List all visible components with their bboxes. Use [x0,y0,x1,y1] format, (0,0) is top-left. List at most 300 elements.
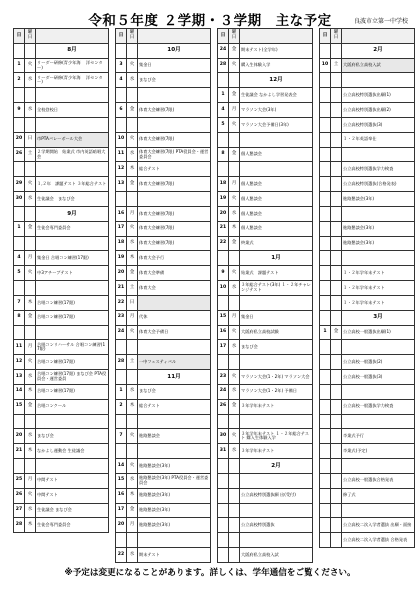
event-cell: 購入生体験入学 [240,58,313,73]
schedule-row [320,370,415,385]
day-cell: 24 [218,384,229,399]
day-cell: 18 [218,177,229,192]
event-cell: 修了式 [342,488,415,503]
weekday-cell: 月 [25,473,36,488]
day-cell: 21 [218,221,229,236]
header-event [342,29,415,44]
schedule-row [320,206,415,221]
month-weekday-cell [331,310,342,325]
schedule-row [218,444,313,459]
day-cell: 17 [116,503,127,518]
schedule-row [218,295,313,310]
day-cell: 23 [218,370,229,385]
weekday-cell [25,236,36,251]
weekday-cell [25,325,36,340]
day-cell: 7 [116,429,127,444]
day-cell: 31 [218,444,229,459]
schedule-row [14,518,109,533]
weekday-cell: 火 [229,192,240,207]
weekday-cell: 水 [25,192,36,207]
weekday-cell: 火 [25,177,36,192]
weekday-cell: 土 [331,58,342,73]
schedule-row [320,444,415,459]
day-cell: 4 [14,251,25,266]
weekday-cell: 火 [25,355,36,370]
day-cell [218,503,229,518]
schedule-row [320,192,415,207]
event-cell [138,295,211,310]
event-cell: １・２年学年末テスト [342,295,415,310]
month-row [320,310,415,325]
day-cell: 7 [14,295,25,310]
weekday-cell: 水 [25,103,36,118]
weekday-cell: 日 [127,295,138,310]
weekday-cell [331,132,342,147]
day-cell [320,533,331,548]
event-cell [240,295,313,310]
day-cell: 25 [14,473,25,488]
schedule-row [14,88,109,103]
month-row [320,43,415,58]
event-cell [342,73,415,88]
day-cell: 9 [14,103,25,118]
weekday-cell [25,281,36,296]
weekday-cell [127,340,138,355]
schedule-row [218,43,313,58]
day-cell: 17 [218,340,229,355]
day-cell [320,518,331,533]
schedule-row [320,459,415,474]
schedule-row [218,206,313,221]
weekday-cell [229,533,240,548]
weekday-cell: 木 [127,488,138,503]
month-label: 2月 [240,459,313,474]
weekday-cell: 火 [229,370,240,385]
event-cell: 体育大会練習(7限) [138,177,211,192]
weekday-cell: 土 [25,147,36,162]
event-cell: 進路懇談会(3年) [138,503,211,518]
event-cell: 合唱コン練習(17限) まなび会 PTA役員会・運営委員 [36,370,109,385]
schedule-row [116,547,211,562]
schedule-row [320,147,415,162]
event-cell: 終業式 [240,236,313,251]
schedule-row [14,325,109,340]
day-cell: 15 [14,399,25,414]
event-cell: マラソン大会(1・2年) マラソン大会 [240,370,313,385]
schedule-row [116,473,211,488]
weekday-cell: 水 [25,429,36,444]
event-cell: 進路懇談会(3年) [342,236,415,251]
day-cell [116,444,127,459]
weekday-cell: 火 [127,325,138,340]
day-cell: 10 [218,281,229,296]
event-cell: 公立高校特別選抜(合格発表) [342,177,415,192]
day-cell: 12 [116,162,127,177]
day-cell: 24 [116,325,127,340]
schedule-row [14,295,109,310]
day-cell [218,132,229,147]
weekday-cell: 水 [229,340,240,355]
event-cell [138,533,211,548]
day-cell: 19 [116,251,127,266]
schedule-row [320,103,415,118]
day-cell [320,132,331,147]
event-cell [138,117,211,132]
day-cell [320,429,331,444]
schedule-row [218,518,313,533]
schedule-table [13,28,109,533]
event-cell: 公立高校特別選抜 [240,518,313,533]
weekday-cell: 木 [229,221,240,236]
schedule-row [218,533,313,548]
event-cell: 生徒会専門委員会 [36,221,109,236]
day-cell: 30 [14,192,25,207]
schedule-row [218,147,313,162]
schedule-row [14,117,109,132]
weekday-cell: 土 [127,355,138,370]
event-cell: 卒業式予行 [342,429,415,444]
month-row [218,251,313,266]
schedule-row [320,340,415,355]
day-cell [116,533,127,548]
schedule-column-4 [319,28,415,562]
schedule-row [218,473,313,488]
schedule-row [116,73,211,88]
event-cell [342,414,415,429]
schedule-row [218,325,313,340]
month-day-cell [116,43,127,58]
schedule-row [218,177,313,192]
event-cell [342,251,415,266]
weekday-cell: 金 [25,399,36,414]
day-cell: 28 [14,518,25,533]
event-cell: リーダー研修(青少年海 洋センター) [36,73,109,88]
day-cell: 11 [14,340,25,355]
weekday-cell: 月 [127,206,138,221]
event-cell: 合唱コン練習(17限) [36,355,109,370]
event-cell: 個人懇談会 [240,147,313,162]
event-cell [138,414,211,429]
weekday-cell: 月 [25,251,36,266]
event-cell: 公立高校二次入学者選抜 出願・面接 [342,518,415,533]
weekday-cell: 火 [25,266,36,281]
day-cell: 14 [14,384,25,399]
day-cell [320,355,331,370]
day-cell: 5 [218,117,229,132]
weekday-cell: 金 [25,310,36,325]
day-cell: 22 [218,236,229,251]
event-cell: 公立高校一般選抜(2) [342,355,415,370]
day-cell [320,206,331,221]
day-cell: 26 [14,488,25,503]
weekday-cell: 水 [229,384,240,399]
day-cell: 1 [116,384,127,399]
day-cell: 4 [218,103,229,118]
event-cell [342,503,415,518]
schedule-row [14,192,109,207]
day-cell: 2 [116,399,127,414]
schedule-row [116,503,211,518]
schedule-row [218,399,313,414]
event-cell: 個人懇談会 [240,177,313,192]
weekday-cell: 火 [25,488,36,503]
event-cell [138,88,211,103]
weekday-cell: 金 [25,221,36,236]
schedule-row [14,251,109,266]
day-cell: 20 [14,132,25,147]
month-label: 11月 [138,370,211,385]
event-cell: 体育大会練習(7限) [138,236,211,251]
schedule-row [14,384,109,399]
event-cell: 合唱コンリハーサル 合唱コン練習(17限) [36,340,109,355]
event-cell: 集金日 [138,58,211,73]
event-cell: 公立高校特別選抜(3) [342,117,415,132]
weekday-cell [127,192,138,207]
weekday-cell: 金 [127,503,138,518]
day-cell [320,399,331,414]
day-cell: 1 [320,325,331,340]
event-cell: 一中フェスティバル [138,355,211,370]
weekday-cell [229,355,240,370]
header-event [240,29,313,44]
month-weekday-cell [127,43,138,58]
weekday-cell: 月 [127,310,138,325]
month-weekday-cell [25,43,36,58]
day-cell [218,355,229,370]
weekday-cell: 月 [229,310,240,325]
day-cell: 5 [14,266,25,281]
day-cell: 10 [116,132,127,147]
weekday-cell [229,132,240,147]
schedule-row [218,162,313,177]
event-cell: 公立高校一般選抜(3) [342,370,415,385]
month-weekday-cell [331,43,342,58]
day-cell [320,444,331,459]
weekday-cell [331,414,342,429]
day-cell [116,88,127,103]
header-weekday: 曜日 [127,29,138,44]
day-cell [218,414,229,429]
day-cell [14,162,25,177]
schedule-row [116,384,211,399]
month-row [116,370,211,385]
weekday-cell: 金 [127,103,138,118]
month-day-cell [320,310,331,325]
schedule-row [320,533,415,548]
month-label: 8月 [36,43,109,58]
weekday-cell [127,117,138,132]
schedule-row [116,221,211,236]
schedule-row [14,162,109,177]
schedule-row [116,444,211,459]
day-cell [14,117,25,132]
weekday-cell: 火 [229,429,240,444]
weekday-cell: 水 [127,473,138,488]
event-cell [240,503,313,518]
schedule-row [320,177,415,192]
header-day: 日 [320,29,331,44]
weekday-cell [127,414,138,429]
day-cell: 2 [14,73,25,88]
event-cell [342,147,415,162]
weekday-cell [331,429,342,444]
event-cell: 公立高校特別選抜学力検査 [342,162,415,177]
event-cell: 体育大会 [138,281,211,296]
schedule-row [116,325,211,340]
day-cell [218,162,229,177]
month-day-cell [218,459,229,474]
weekday-cell: 水 [127,384,138,399]
day-cell [320,117,331,132]
event-cell [240,414,313,429]
month-day-cell [218,73,229,88]
event-cell [36,162,109,177]
schedule-row [116,459,211,474]
day-cell: 8 [218,147,229,162]
weekday-cell: 火 [127,132,138,147]
schedule-row [14,132,109,147]
schedule-row [218,547,313,562]
month-row [218,459,313,474]
weekday-cell: 土 [127,281,138,296]
day-cell: 26 [218,399,229,414]
day-cell [320,473,331,488]
month-weekday-cell [127,370,138,385]
event-cell: 合唱コン練習(17限) [36,295,109,310]
event-cell: 個人懇談会 [240,192,313,207]
event-cell: 進路懇談会(3年) [138,518,211,533]
schedule-row [116,355,211,370]
weekday-cell [331,488,342,503]
event-cell: 生徒議会 まなび会 [36,192,109,207]
day-cell [320,295,331,310]
schedule-row [218,340,313,355]
schedule-row [116,88,211,103]
schedule-row [14,444,109,459]
day-cell [320,162,331,177]
day-cell: 28 [218,58,229,73]
day-cell: 17 [116,221,127,236]
day-cell: 6 [116,103,127,118]
schedule-row [320,473,415,488]
event-cell [138,444,211,459]
day-cell: 16 [116,206,127,221]
schedule-table [319,28,415,548]
schedule-row [14,281,109,296]
schedule-row [320,117,415,132]
schedule-row [116,236,211,251]
day-cell: 20 [116,518,127,533]
schedule-row [218,103,313,118]
schedule-row [14,58,109,73]
schedule-row [320,384,415,399]
schedule-row [320,132,415,147]
weekday-cell [331,221,342,236]
schedule-row [218,221,313,236]
weekday-cell [25,88,36,103]
event-cell: 中3アチーブテスト [36,266,109,281]
weekday-cell: 火 [229,58,240,73]
schedule-row [116,533,211,548]
schedule-row [320,88,415,103]
weekday-cell: 水 [127,147,138,162]
day-cell: 28 [116,355,127,370]
schedule-row [116,399,211,414]
day-cell: 22 [116,295,127,310]
event-cell: 個人懇談会 [240,221,313,236]
schedule-row [14,355,109,370]
schedule-row [218,355,313,370]
day-cell [320,459,331,474]
event-cell: 公立高校一般選抜学力検査 [342,399,415,414]
schedule-row [320,281,415,296]
weekday-cell: 月 [229,177,240,192]
weekday-cell: 火 [229,266,240,281]
day-cell: 24 [218,43,229,58]
schedule-table [115,28,211,563]
month-row [218,73,313,88]
weekday-cell [229,547,240,562]
weekday-cell: 金 [229,236,240,251]
event-cell: 生徒議会 なかよし学習発表会 [240,88,313,103]
weekday-cell: 水 [229,444,240,459]
weekday-cell [331,281,342,296]
weekday-cell [229,473,240,488]
schedule-row [116,310,211,325]
event-cell [36,281,109,296]
day-cell [320,251,331,266]
event-cell: 中間テスト [36,488,109,503]
event-cell: 大阪府私立高校入試 [240,547,313,562]
weekday-cell: 月 [127,518,138,533]
event-cell: ２学期開始 始業式 市内英語暗唱大会 [36,147,109,162]
day-cell: 23 [116,310,127,325]
weekday-cell [331,236,342,251]
event-cell: 進路懇談会(3年) [138,488,211,503]
weekday-cell: 水 [25,73,36,88]
weekday-cell: 金 [331,325,342,340]
day-cell: 14 [116,459,127,474]
schedule-row [116,429,211,444]
weekday-cell: 月 [229,103,240,118]
day-cell [320,370,331,385]
weekday-cell [331,444,342,459]
event-cell: 大阪府私立高校試験 [240,325,313,340]
day-cell [218,488,229,503]
event-cell: １・２年学年末テスト [342,266,415,281]
day-cell: 1 [218,88,229,103]
day-cell [320,236,331,251]
event-cell: 体育大会練習(7限) [138,103,211,118]
header-weekday: 曜日 [331,29,342,44]
month-row [116,43,211,58]
schedule-row [218,58,313,73]
weekday-cell: 金 [127,177,138,192]
event-cell: 体育大会予備日 [138,325,211,340]
weekday-cell: 木 [25,384,36,399]
schedule-row [14,503,109,518]
weekday-cell: 水 [229,281,240,296]
day-cell [320,192,331,207]
schedule-row [218,236,313,251]
day-cell [116,340,127,355]
day-cell: 1 [14,58,25,73]
month-day-cell [116,370,127,385]
header-day: 日 [116,29,127,44]
day-cell [320,340,331,355]
event-cell: 進路懇談会(3年) [342,221,415,236]
schedule-row [14,429,109,444]
